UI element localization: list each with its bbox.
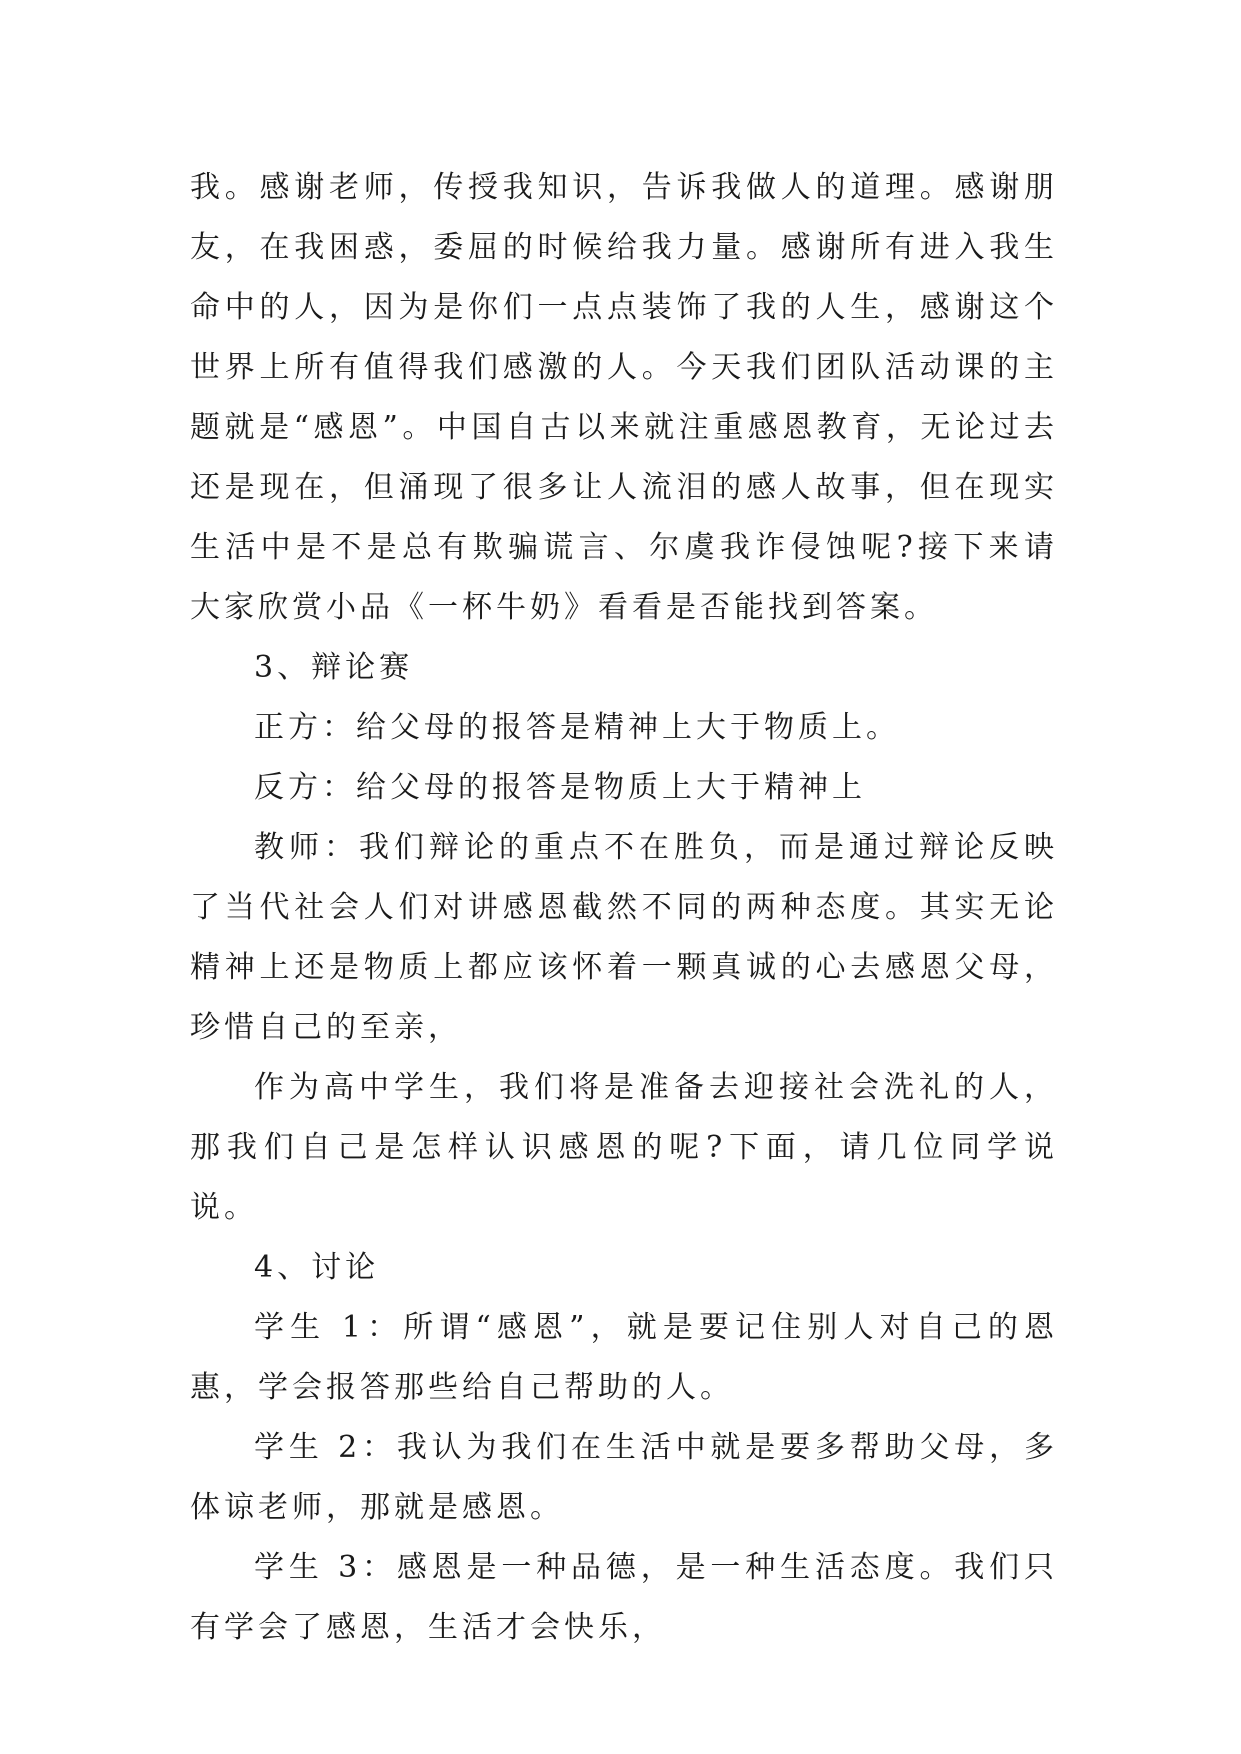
paragraph-negative: 反方：给父母的报答是物质上大于精神上 — [254, 770, 866, 805]
paragraph-student-1: 学生 1：所谓“感恩”，就是要记住别人对自己的恩惠，学会报答那些给自己帮助的人。 — [190, 1310, 1058, 1405]
paragraph-student-2: 学生 2：我认为我们在生活中就是要多帮助父母，多体谅老师，那就是感恩。 — [190, 1430, 1058, 1525]
paragraph-affirmative: 正方：给父母的报答是精神上大于物质上。 — [254, 710, 900, 745]
paragraph-students-intro: 作为高中学生，我们将是准备去迎接社会洗礼的人，那我们自己是怎样认识感恩的呢?下面，请几位同学说说。 — [190, 1070, 1058, 1225]
paragraph-continuation: 我。感谢老师，传授我知识，告诉我做人的道理。感谢朋友，在我困惑，委屈的时候给我力量。感谢所有进入我生命中的人，因为是你们一点点装饰了我的人生，感谢这个世界上所有值得我们感激的人。今天我们团队活动课的主题就是“感恩”。中国自古以来就注重感恩教育，无论过去还是现在，但涌现了很多让人流泪的感人故事，但在现实生活中是不是总有欺骗谎言、尔虞我诈侵蚀呢?接下来请大家欣赏小品《一杯牛奶》看看是否能找到答案。 — [190, 170, 1058, 625]
paragraph-student-3: 学生 3：感恩是一种品德，是一种生活态度。我们只有学会了感恩，生活才会快乐， — [190, 1550, 1058, 1645]
heading-discussion: 4、讨论 — [254, 1250, 380, 1285]
paragraph-teacher: 教师：我们辩论的重点不在胜负，而是通过辩论反映了当代社会人们对讲感恩截然不同的两种态度。其实无论精神上还是物质上都应该怀着一颗真诚的心去感恩父母，珍惜自己的至亲， — [190, 830, 1058, 1045]
document-body — [190, 158, 1058, 1658]
heading-debate: 3、辩论赛 — [254, 650, 414, 685]
